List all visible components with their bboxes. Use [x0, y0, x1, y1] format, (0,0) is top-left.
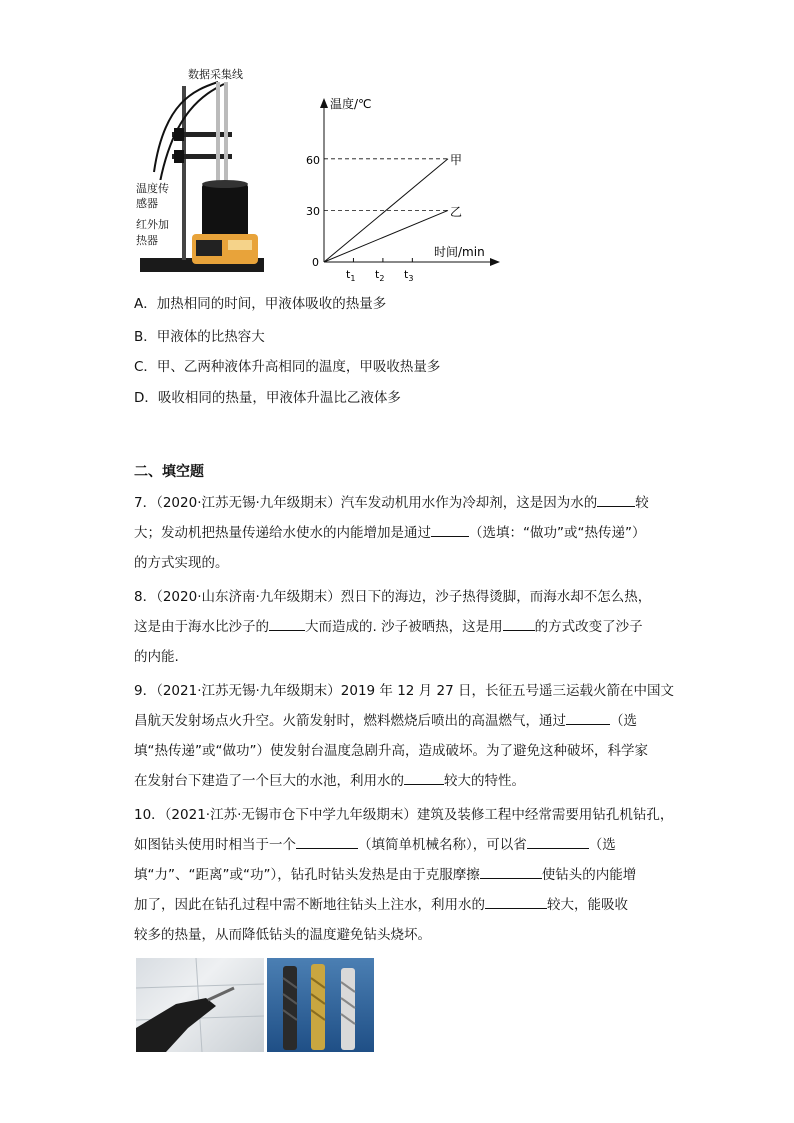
q10-blank-1[interactable]	[296, 832, 358, 849]
label-heater-2: 热器	[136, 234, 158, 247]
q9-text: 昌航天发射场点火升空。火箭发射时，燃料燃烧后喷出的高温燃气，通过	[134, 713, 566, 729]
q8-text: 的方式改变了沙子	[534, 619, 643, 635]
q8-blank-1[interactable]	[269, 614, 305, 631]
q7-blank-2[interactable]	[431, 520, 469, 537]
option-d: D．吸收相同的热量，甲液体升温比乙液体多	[134, 390, 401, 406]
question-8	[134, 582, 674, 672]
question-7	[134, 488, 674, 578]
option-c: C．甲、乙两种液体升高相同的温度，甲吸收热量多	[134, 359, 441, 375]
drill-photo	[136, 958, 264, 1052]
q10-text: 较大，能吸收	[547, 897, 628, 913]
q10-blank-3[interactable]	[480, 862, 542, 879]
q8-text: 这是由于海水比沙子的	[134, 619, 269, 635]
q7-text: （选填：“做功”或“热传递”）	[469, 525, 646, 541]
temperature-time-graph	[304, 92, 504, 282]
y-tick-60: 60	[306, 154, 320, 167]
q10-text: 填“力”、“距离”或“功”），钻孔时钻头发热是由于克服摩擦	[134, 867, 480, 883]
q9-text: 在发射台下建造了一个巨大的水池，利用水的	[134, 773, 404, 789]
y-tick-30: 30	[306, 205, 320, 218]
q9-text: （选	[610, 713, 637, 729]
q10-text: 10．（2021·江苏·无锡市仓下中学九年级期末）建筑及装修工程中经常需要用钻孔机钻孔，	[134, 807, 674, 823]
q8-blank-2[interactable]	[503, 614, 535, 631]
x-tick-t1: $t_1$	[346, 268, 356, 282]
q7-blank-1[interactable]	[597, 490, 635, 507]
drill-photos	[136, 958, 374, 1052]
q10-text: 较多的热量，从而降低钻头的温度避免钻头烧坏。	[134, 927, 431, 943]
q10-text: 使钻头的内能增	[541, 867, 637, 883]
q9-text: 9．（2021·江苏无锡·九年级期末）2019 年 12 月 27 日，长征五号遥三运载火箭在中国文	[134, 683, 674, 699]
question-figure	[134, 62, 514, 282]
question-9	[134, 676, 674, 796]
q9-blank-1[interactable]	[566, 708, 610, 725]
option-a: A．加热相同的时间，甲液体吸收的热量多	[134, 296, 387, 312]
drill-bits-photo	[267, 958, 374, 1052]
q10-blank-2[interactable]	[527, 832, 589, 849]
q9-text: 填“热传递”或“做功”）使发射台温度急剧升高，造成破坏。为了避免这种破坏，科学家	[134, 743, 648, 759]
x-tick-t3: $t_3$	[404, 268, 414, 282]
q10-text: （填简单机械名称），可以省	[358, 837, 527, 853]
question-10	[134, 800, 674, 950]
q10-blank-4[interactable]	[485, 892, 547, 909]
origin-label: 0	[312, 256, 319, 269]
series-line-1	[324, 210, 448, 262]
q8-text: 的内能.	[134, 649, 179, 665]
label-sensor-1: 温度传	[136, 182, 169, 195]
q10-text: （选	[588, 837, 616, 853]
section-title: 二、填空题	[134, 464, 204, 480]
q8-text: 8．（2020·山东济南·九年级期末）烈日下的海边，沙子热得烫脚，而海水却不怎么热，	[134, 589, 652, 605]
q9-text: 较大的特性。	[444, 773, 525, 789]
option-b: B．甲液体的比热容大	[134, 329, 265, 345]
q10-text: 如图钻头使用时相当于一个	[134, 837, 296, 853]
q9-blank-2[interactable]	[404, 768, 444, 785]
q7-text: 7．（2020·江苏无锡·九年级期末）汽车发动机用水作为冷却剂，这是因为水的	[134, 495, 598, 511]
q7-text: 的方式实现的。	[134, 555, 229, 571]
label-sensor-2: 感器	[136, 197, 158, 210]
q7-text: 大；发动机把热量传递给水使水的内能增加是通过	[134, 525, 431, 541]
x-tick-t2: $t_2$	[375, 268, 385, 282]
q10-text: 加了，因此在钻孔过程中需不断地往钻头上注水，利用水的	[134, 897, 485, 913]
x-axis-label: 时间/min	[434, 245, 485, 259]
x-axis-arrow	[490, 258, 500, 266]
y-axis-arrow	[320, 98, 328, 108]
q8-text: 大而造成的. 沙子被晒热，这是用	[305, 619, 503, 635]
q7-text: 较	[635, 495, 649, 511]
series-label-jia: 甲	[450, 153, 463, 167]
label-heater-1: 红外加	[136, 218, 169, 231]
y-axis-label: 温度/℃	[330, 97, 372, 111]
series-label-yi: 乙	[450, 205, 463, 219]
label-data-cable: 数据采集线	[188, 68, 243, 81]
